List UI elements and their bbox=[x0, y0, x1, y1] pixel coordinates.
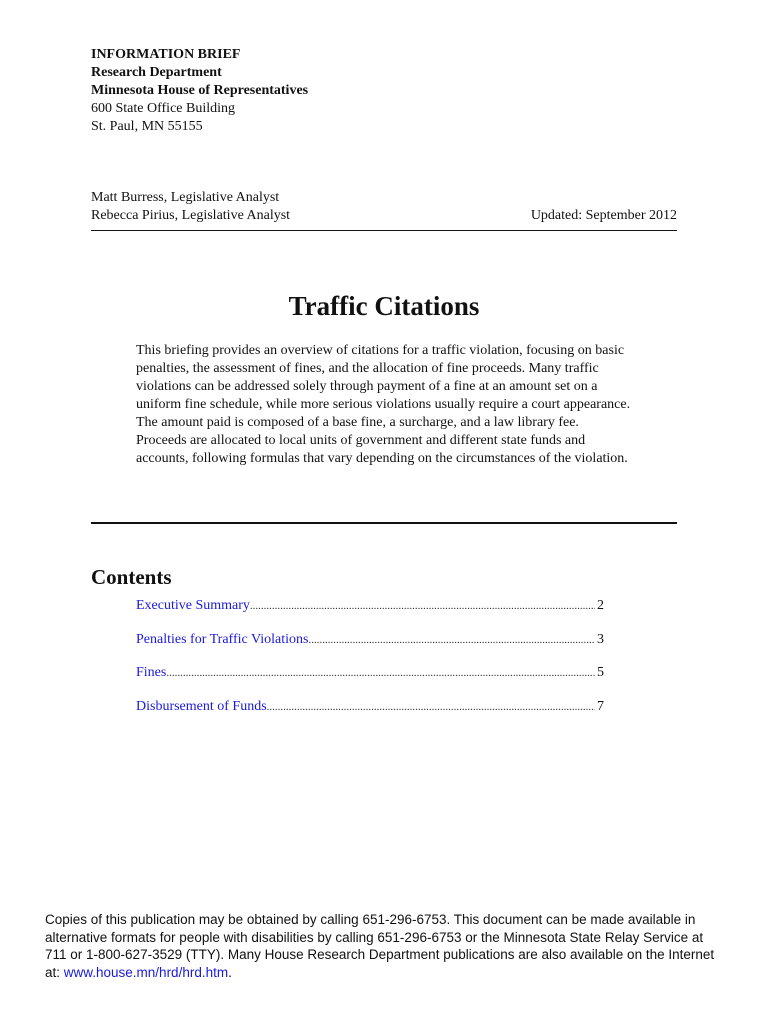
header-divider bbox=[91, 230, 677, 231]
abstract-paragraph: This briefing provides an overview of citations for a traffic violation, focusing on basic penalties, the assessment of fines, and the allocation of fine proceeds. Many traffic violations can be addressed solely through payment of a fine at an amount set on a uniform fine schedule, while more serious violations usually require a court appearance. The amount paid is composed of a base fine, a surcharge, and a law library fee. Proceeds are allocated to local units of government and different state funds and accounts, following formulas that vary depending on the circumstances of the violation. bbox=[136, 343, 631, 466]
address-line-1: 600 State Office Building bbox=[91, 101, 235, 116]
toc-link[interactable]: Fines bbox=[136, 665, 167, 680]
contents-heading: Contents bbox=[91, 565, 172, 589]
author-2: Rebecca Pirius, Legislative Analyst bbox=[91, 208, 291, 223]
toc-link[interactable]: Disbursement of Funds bbox=[136, 698, 267, 714]
website-link[interactable]: www.house.mn/hrd/hrd.htm bbox=[63, 964, 229, 980]
author-row bbox=[91, 207, 677, 225]
toc-item-fines[interactable] bbox=[136, 664, 604, 682]
toc-page-number: 2 bbox=[597, 598, 604, 613]
publisher-header bbox=[91, 46, 677, 136]
toc-leader-dots bbox=[166, 664, 595, 682]
notice-end: . bbox=[228, 964, 232, 980]
brief-type: INFORMATION BRIEF bbox=[91, 47, 241, 62]
department-name: Research Department bbox=[91, 65, 222, 80]
toc-item-disbursement[interactable] bbox=[136, 698, 604, 716]
toc-item-executive-summary[interactable] bbox=[136, 597, 604, 615]
organization-name: Minnesota House of Representatives bbox=[91, 83, 309, 98]
document-title: Traffic Citations bbox=[288, 291, 480, 321]
author-block bbox=[91, 189, 677, 225]
address-line-2: St. Paul, MN 55155 bbox=[91, 119, 203, 134]
toc-leader-dots bbox=[308, 631, 595, 649]
toc-leader-dots bbox=[250, 597, 595, 615]
toc-page-number: 5 bbox=[597, 665, 604, 680]
publication-notice bbox=[45, 911, 725, 981]
toc-item-penalties[interactable] bbox=[136, 631, 604, 649]
author-1: Matt Burress, Legislative Analyst bbox=[91, 190, 280, 205]
toc-link[interactable]: Penalties for Traffic Violations bbox=[136, 631, 309, 647]
toc-page-number: 3 bbox=[597, 631, 604, 647]
updated-date: Updated: September 2012 bbox=[530, 208, 677, 223]
toc-link[interactable]: Executive Summary bbox=[136, 598, 250, 613]
notice-text: Copies of this publication may be obtained by calling 651-296-6753. This document can be made available in alternative formats for people with disabilities by calling 651-296-6753 or the Minnesota State Relay Service at 711 or 1-800-627-3529 (TTY). Many House Research Department publications are also available on the Internet at: bbox=[45, 912, 715, 980]
section-divider bbox=[91, 522, 677, 524]
toc-page-number: 7 bbox=[597, 698, 604, 714]
table-of-contents bbox=[136, 597, 604, 731]
toc-leader-dots bbox=[267, 698, 595, 716]
